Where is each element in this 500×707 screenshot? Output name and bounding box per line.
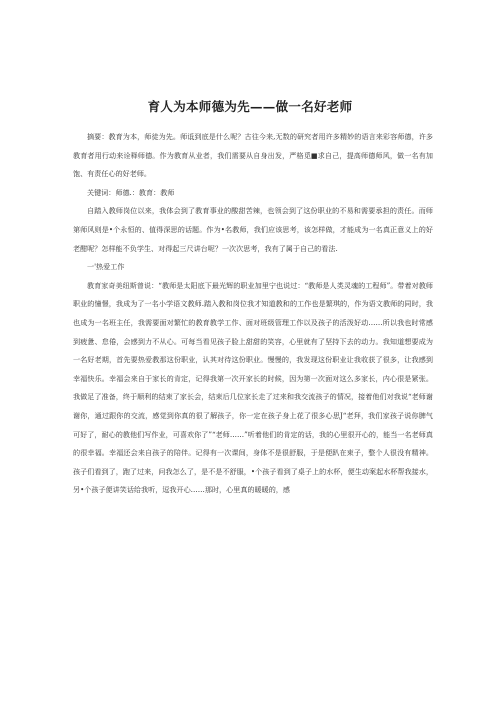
abstract-paragraph: 摘要：教育为本，师徒为先。师诋到底是什么呢？古往今来,无数的研究者用许多精妙的语言来彩容师德，许多教育者用行动来诠释师德。作为教育从业者，我们需要从自身出发，严格觅■求自己，提高师德师风，做一名有加饱、有责任心的好老师。 [73, 132, 433, 179]
document-body [73, 128, 433, 500]
intro-paragraph: 自踏入教师岗位以来，我体会到了教育事业的酸甜苦辣，也领会到了这份职业的不易和需要承担的责任。而师第师风则是•个永恒的、值得深思的话题。作为•名教师，我们应该思考，该怎样做，才能成为一名真正意义上的好老酣呢？怎样能不负学生、对得起三尺讲台呢？一次次思考，我有了属于自己的看法. [73, 206, 433, 253]
body-paragraph: 教育家奇美纽斯曾说：“教师是太阳底下最光辉的职业加里宁也说过：“教师是人类灵魂的工程师”。带着对教师职业的憧憬，我成为了一名小学语文教师.踏入教和岗位我才知道教和的工作也是繁琪的，作为语文教师的同时，我也成为一名班主任，我需要面对繁忙的教育教学工作、面对班级管理工作以及孩子的活泼好动……所以我也时常感到疲惫、怠倦，会感到力不从心。可每当看见孩子脸上甜甜的笑容，心里就有了坚持下去的动力。我知道想要成为一名好老期，首先要热爱教那这份职业，认其对待这份职业。慢慢的，我发现这份职业让我收获了很多，让我感到幸福快乐。幸福会来自于家长的肯定，记得我第一次开家长的时候，因为第一次面对这么多家长，内心很是紧张。我做足了准备，终于顺利的结束了家长会，结束后几位家长走了过来和我交流孩子的情况，接着他们对我说“老师谢谢你，通过跟你的交流，感觉到你真的很了解孩子，你一定在孩子身上花了很多心思J“老拜，我们家孩子说你脾气可好了，耐心的教他们写作业，可喜欢你了”“老师……”听着他们的肯定的话，我的心里很开心的，能当一名老师真的很幸福。幸福还会来自孩子的陪伴。记得有一次课间，身体不是很舒服，于是便趴在束子，整个人很没有精神。孩子们看到了，跑了过来，问我怎么了，是不是不舒服，•个孩子看到了桌子上的水杯，便生动案起水杯帮我接水，另•个孩子便讲笑话给我听，逗我开心……那时，心里真的暖暖的，感 [73, 280, 433, 495]
document-title: 育人为本师德为先——做一名好老师 [147, 99, 353, 114]
keywords-paragraph: 关键词：师德.：教育：教师 [87, 187, 175, 197]
section-heading: 一'热爱工作 [87, 262, 125, 272]
